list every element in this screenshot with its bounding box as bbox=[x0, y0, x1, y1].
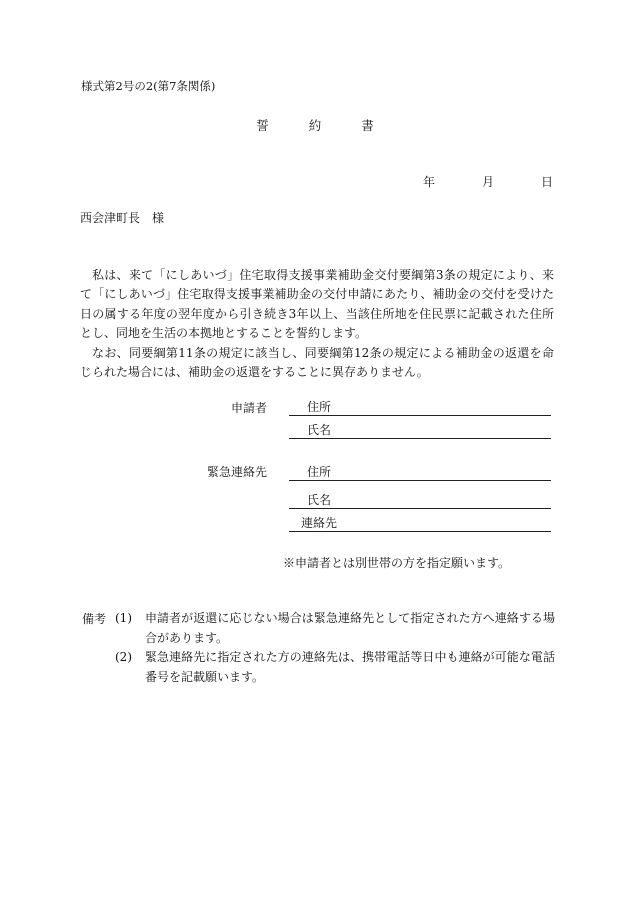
remark-item-1 bbox=[115, 609, 555, 648]
emergency-address-field[interactable] bbox=[289, 464, 551, 481]
separate-household-note: ※申請者とは別世帯の方を指定願います。 bbox=[283, 556, 511, 570]
title-char-2: 約 bbox=[308, 118, 322, 133]
emergency-contact-label: 緊急連絡先 bbox=[207, 465, 268, 479]
remark-item-2 bbox=[115, 648, 555, 687]
remark-1-text: 申請者が返還に応じない場合は緊急連絡先として指定された方へ連絡する場合があります。 bbox=[145, 611, 555, 645]
date-month-label: 月 bbox=[482, 175, 495, 189]
emergency-name-label: 氏名 bbox=[307, 493, 332, 507]
applicant-label: 申請者 bbox=[231, 401, 268, 415]
emergency-phone-label: 連絡先 bbox=[301, 516, 338, 530]
pledge-paragraph-2: なお、同要綱第11条の規定に該当し、同要綱第12条の規定による補助金の返還を命じられた場合には、補助金の返還をすることに異存ありません。 bbox=[80, 345, 554, 380]
title-char-3: 書 bbox=[361, 118, 374, 133]
emergency-phone-field[interactable] bbox=[289, 515, 551, 532]
applicant-name-field[interactable] bbox=[289, 422, 551, 439]
title-char-1: 誓 bbox=[256, 118, 269, 133]
emergency-name-field[interactable] bbox=[289, 492, 551, 509]
document-title bbox=[0, 120, 630, 133]
remark-2-number: (2) bbox=[115, 650, 132, 664]
addressee: 西会津町長 様 bbox=[80, 211, 165, 225]
emergency-address-label: 住所 bbox=[307, 465, 332, 479]
applicant-name-label: 氏名 bbox=[307, 423, 332, 437]
applicant-address-field[interactable] bbox=[289, 399, 551, 416]
form-number: 様式第2号の2(第7条関係) bbox=[81, 79, 216, 93]
date-day-label: 日 bbox=[541, 175, 554, 189]
pledge-body bbox=[80, 266, 554, 382]
date-year-label: 年 bbox=[423, 175, 436, 189]
applicant-address-label: 住所 bbox=[307, 400, 332, 414]
remarks-label: 備考 bbox=[82, 612, 107, 626]
pledge-paragraph-1: 私は、来て「にしあいづ」住宅取得支援事業補助金交付要綱第3条の規定により、来て「にしあいづ」住宅取得支援事業補助金の交付申請にあたり、補助金の交付を受けた日の属する年度の翌年度から引き続き3年以上、当該住所地を住民票に記載された住所とし、同地を生活の本拠地とすることを誓約します。 bbox=[80, 268, 554, 341]
remark-2-text: 緊急連絡先に指定された方の連絡先は、携帯電話等日中も連絡が可能な電話番号を記載願います。 bbox=[145, 650, 555, 684]
remark-1-number: (1) bbox=[115, 611, 132, 625]
